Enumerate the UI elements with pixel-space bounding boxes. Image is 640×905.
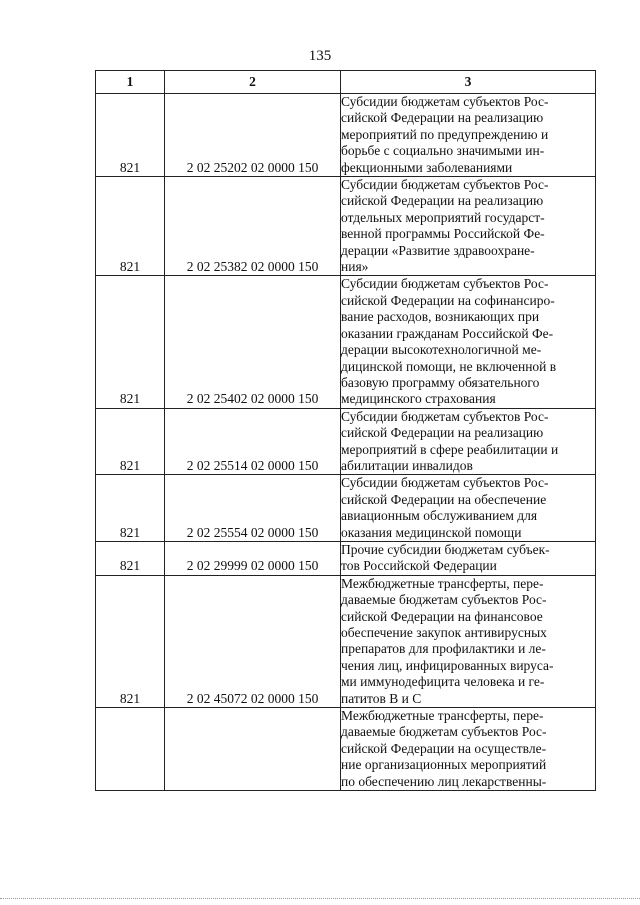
description-line: ния»	[341, 259, 369, 275]
table-row	[96, 575, 596, 707]
description-line: по обеспечению лиц лекарственны-	[341, 773, 547, 789]
description-line: фекционными заболеваниями	[341, 159, 513, 175]
budget-code-cell: 2 02 25514 02 0000 150	[165, 408, 341, 475]
page-bottom-divider	[0, 898, 640, 899]
description-line: сийской Федерации на осуществле-	[341, 740, 547, 756]
description-line: сийской Федерации на реализацию	[341, 425, 544, 441]
description-line: Субсидии бюджетам субъектов Рос-	[341, 408, 549, 424]
description-line: дерации «Развитие здравоохране-	[341, 242, 535, 258]
admin-code-cell	[96, 708, 165, 791]
description-line: сийской Федерации на реализацию	[341, 110, 544, 126]
description-cell	[341, 408, 596, 475]
description-line: оказания медицинской помощи	[341, 524, 522, 540]
budget-code-cell: 2 02 25202 02 0000 150	[165, 94, 341, 177]
column-header-2: 2	[165, 71, 341, 94]
description-line: обеспечение закупок антивирусных	[341, 625, 547, 640]
table-row	[96, 177, 596, 276]
table-body	[96, 94, 596, 791]
description-line: мероприятий по предупреждению и	[341, 126, 549, 142]
description-line: Субсидии бюджетам субъектов Рос-	[341, 475, 549, 491]
description-line: Межбюджетные трансферты, пере-	[341, 575, 544, 591]
description-line: Межбюджетные трансферты, пере-	[341, 708, 544, 724]
table-header-row	[96, 71, 596, 94]
description-line: венной программы Российской Фе-	[341, 226, 545, 242]
description-line: вание расходов, возникающих при	[341, 309, 540, 325]
admin-code-cell: 821	[96, 276, 165, 408]
description-cell	[341, 541, 596, 575]
description-cell	[341, 276, 596, 408]
description-line: Прочие субсидии бюджетам субъек-	[341, 541, 550, 557]
description-cell	[341, 475, 596, 542]
budget-code-cell: 2 02 45072 02 0000 150	[165, 575, 341, 707]
description-cell	[341, 177, 596, 276]
budget-code-cell: 2 02 25554 02 0000 150	[165, 475, 341, 542]
admin-code-cell: 821	[96, 408, 165, 475]
description-line: базовую программу обязательного	[341, 374, 540, 390]
description-line: препаратов для профилактики и ле-	[341, 641, 546, 657]
description-line: Субсидии бюджетам субъектов Рос-	[341, 94, 549, 109]
table-row	[96, 708, 596, 791]
table-row	[96, 408, 596, 475]
page-number: 135	[308, 48, 332, 64]
budget-code-cell: 2 02 25402 02 0000 150	[165, 276, 341, 408]
description-line: Субсидии бюджетам субъектов Рос-	[341, 177, 549, 193]
description-line: авиационным обслуживанием для	[341, 508, 538, 524]
budget-code-cell: 2 02 29999 02 0000 150	[165, 541, 341, 575]
description-line: сийской Федерации на финансовое	[341, 608, 543, 624]
description-cell	[341, 708, 596, 791]
admin-code-cell: 821	[96, 475, 165, 542]
description-line: ние организационных мероприятий	[341, 757, 547, 773]
budget-classification-table	[95, 70, 596, 791]
admin-code-cell: 821	[96, 177, 165, 276]
budget-code-cell: 2 02 25382 02 0000 150	[165, 177, 341, 276]
description-line: дицинской помощи, не включенной в	[341, 358, 557, 374]
description-line: сийской Федерации на обеспечение	[341, 491, 547, 507]
description-line: борьбе с социально значимыми ин-	[341, 143, 545, 159]
description-line: сийской Федерации на реализацию	[341, 193, 544, 209]
description-line: патитов В и С	[341, 690, 422, 706]
description-line: даваемые бюджетам субъектов Рос-	[341, 592, 547, 608]
column-header-1: 1	[96, 71, 165, 94]
description-line: медицинского страхования	[341, 391, 496, 407]
description-line: сийской Федерации на софинансиро-	[341, 292, 555, 308]
table-row	[96, 541, 596, 575]
description-cell	[341, 575, 596, 707]
description-line: оказании гражданам Российской Фе-	[341, 325, 554, 341]
admin-code-cell: 821	[96, 575, 165, 707]
budget-code-cell	[165, 708, 341, 791]
description-line: абилитации инвалидов	[341, 457, 473, 473]
description-line: отдельных мероприятий государст-	[341, 209, 545, 225]
description-line: дерации высокотехнологичной ме-	[341, 342, 542, 358]
description-line: чения лиц, инфицированных вируса-	[341, 657, 554, 673]
table-row	[96, 475, 596, 542]
admin-code-cell: 821	[96, 541, 165, 575]
admin-code-cell: 821	[96, 94, 165, 177]
description-line: мероприятий в сфере реабилитации и	[341, 441, 559, 457]
table-row	[96, 94, 596, 177]
table-row	[96, 276, 596, 408]
description-line: тов Российской Федерации	[341, 558, 497, 574]
column-header-3: 3	[341, 71, 596, 94]
description-line: даваемые бюджетам субъектов Рос-	[341, 724, 547, 740]
description-line: ми иммунодефицита человека и ге-	[341, 674, 545, 690]
description-cell	[341, 94, 596, 177]
description-line: Субсидии бюджетам субъектов Рос-	[341, 276, 549, 292]
